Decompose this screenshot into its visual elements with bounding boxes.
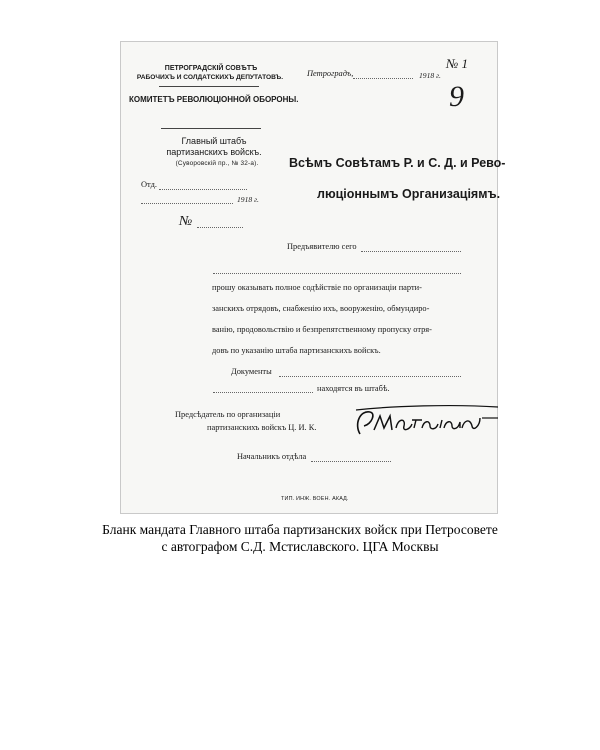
request-line-1: прошу оказывать полное содѣйствіе по организаціи парти-	[212, 283, 422, 292]
stamp-number: 9	[449, 80, 464, 113]
caption-line-2: с автографом С.Д. Мстиславского. ЦГА Москвы	[161, 539, 439, 554]
dept-head-fill-line	[311, 461, 391, 462]
org-line-1: ПЕТРОГРАДСКІЙ СОВѢТЪ	[164, 65, 258, 72]
caption-line-1: Бланк мандата Главного штаба партизанских войск при Петросовете	[102, 522, 498, 537]
documents-fill-line	[279, 376, 461, 377]
header-rule-2	[161, 128, 261, 129]
dept-fill-line	[159, 189, 247, 190]
dept-label: Отд.	[141, 180, 157, 189]
hq-line-2: партизанскихъ войскъ.	[166, 147, 262, 157]
printer-mark: ТИП. ИНЖ. ВОЕН. АКАД.	[281, 496, 349, 502]
stamp-number-top: № 1	[446, 56, 469, 71]
hq-line-1: Главный штабъ	[181, 136, 247, 146]
chairman-line-2: партизанскихъ войскъ Ц. И. К.	[207, 423, 317, 432]
year-left: 1918 г.	[237, 195, 259, 204]
documents-fill-line-2	[213, 392, 313, 393]
city-fill-line	[353, 78, 413, 79]
blank-fill-line	[213, 273, 461, 274]
committee-name: КОМИТЕТЪ РЕВОЛЮЦІОННОЙ ОБОРОНЫ.	[129, 95, 299, 104]
figure-caption	[0, 521, 600, 555]
address-title-line-1: Всѣмъ Совѣтамъ Р. и С. Д. и Рево-	[289, 156, 506, 170]
org-line-2: РАБОЧИХЪ И СОЛДАТСКИХЪ ДЕПУТАТОВЪ.	[136, 74, 284, 81]
request-line-3: ванію, продовольствію и безпрепятственному пропуску отря-	[212, 325, 432, 334]
mandate-form-scan	[120, 41, 506, 514]
bearer-fill-line	[361, 251, 461, 252]
city-label: Петроградъ,	[307, 69, 354, 78]
chairman-line-1: Предсѣдатель по организаціи	[175, 410, 281, 419]
year-right: 1918 г.	[419, 71, 441, 80]
request-line-2: занскихъ отрядовъ, снабженію ихъ, вооруженію, обмундиро-	[212, 304, 430, 313]
signature-autograph	[352, 404, 502, 442]
address-title-line-2: люціоннымъ Организаціямъ.	[317, 187, 501, 201]
number-label: №	[179, 214, 193, 229]
hq-address: (Суворовскій пр., № 32-а).	[175, 160, 259, 167]
documents-location: находятся въ штабѣ.	[317, 384, 390, 393]
documents-label: Документы	[231, 367, 272, 376]
date-fill-line	[141, 203, 233, 204]
request-line-4: довъ по указанію штаба партизанскихъ войскъ.	[212, 346, 381, 355]
number-fill-line	[197, 227, 243, 228]
header-rule-1	[159, 86, 259, 87]
bearer-label: Предъявителю сего	[287, 242, 357, 251]
dept-head-label: Начальникъ отдѣла	[237, 452, 307, 461]
